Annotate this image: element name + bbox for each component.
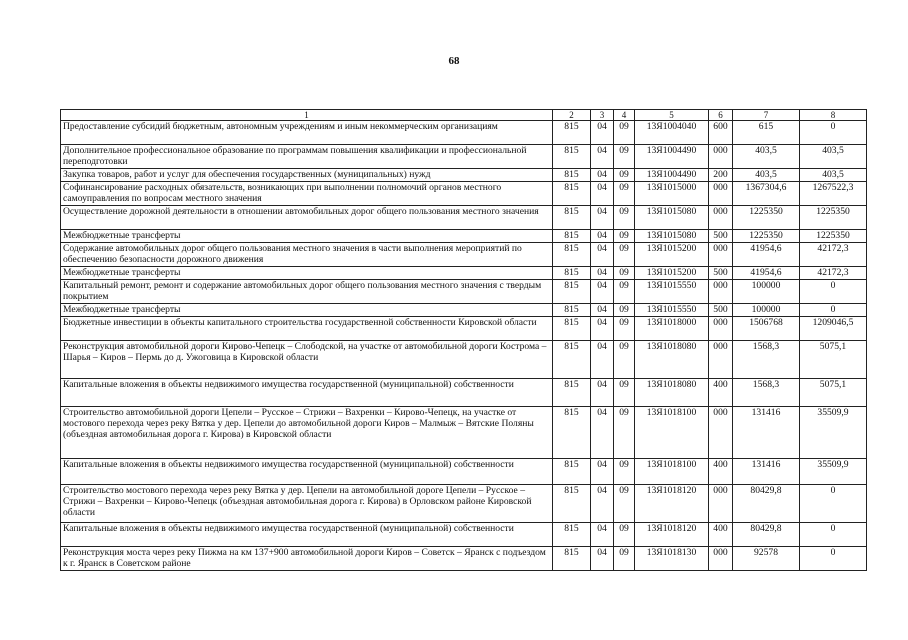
row-description: Софинансирование расходных обязательств, возникающих при выполнении полномочий органов местного самоуправления по вопросам местного значения bbox=[61, 182, 553, 206]
section-code: 04 bbox=[591, 547, 614, 571]
section-code: 04 bbox=[591, 304, 614, 317]
target-article-code: 13Я1004040 bbox=[635, 121, 709, 145]
amount-year-2: 35509,9 bbox=[800, 459, 867, 485]
amount-year-2: 1225350 bbox=[800, 206, 867, 230]
subsection-code: 09 bbox=[614, 121, 635, 145]
subsection-code: 09 bbox=[614, 304, 635, 317]
expense-type-code: 400 bbox=[709, 459, 733, 485]
amount-year-1: 615 bbox=[733, 121, 800, 145]
section-code: 04 bbox=[591, 459, 614, 485]
section-code: 04 bbox=[591, 267, 614, 280]
table-row bbox=[61, 267, 867, 280]
amount-year-2: 42172,3 bbox=[800, 267, 867, 280]
section-code: 04 bbox=[591, 169, 614, 182]
target-article-code: 13Я1018100 bbox=[635, 459, 709, 485]
subsection-code: 09 bbox=[614, 407, 635, 459]
subsection-code: 09 bbox=[614, 547, 635, 571]
table-row bbox=[61, 304, 867, 317]
row-description: Строительство автомобильной дороги Цепели – Русское – Стрижи – Вахренки – Кирово-Чепецк, на участке от мостового перехода через реку Вятка у дер. Цепели до автомобильной дороги Киров – Малмыж – Вятские Поляны (объездная автомобильная дорога г. Кирова) в Кировской области bbox=[61, 407, 553, 459]
column-header: 6 bbox=[709, 110, 733, 121]
target-article-code: 13Я1018000 bbox=[635, 317, 709, 341]
table-row bbox=[61, 523, 867, 547]
target-article-code: 13Я1018080 bbox=[635, 341, 709, 379]
expense-type-code: 000 bbox=[709, 317, 733, 341]
subsection-code: 09 bbox=[614, 485, 635, 523]
table-row bbox=[61, 121, 867, 145]
section-code: 04 bbox=[591, 280, 614, 304]
section-code: 04 bbox=[591, 485, 614, 523]
row-description: Капитальный ремонт, ремонт и содержание автомобильных дорог общего пользования местного значения с твердым покрытием bbox=[61, 280, 553, 304]
expense-type-code: 000 bbox=[709, 280, 733, 304]
expense-type-code: 600 bbox=[709, 121, 733, 145]
row-description: Капитальные вложения в объекты недвижимого имущества государственной (муниципальной) собственности bbox=[61, 523, 553, 547]
amount-year-1: 41954,6 bbox=[733, 243, 800, 267]
table-row bbox=[61, 485, 867, 523]
amount-year-2: 0 bbox=[800, 280, 867, 304]
subsection-code: 09 bbox=[614, 243, 635, 267]
amount-year-1: 131416 bbox=[733, 407, 800, 459]
column-header: 1 bbox=[61, 110, 553, 121]
ministry-code: 815 bbox=[553, 459, 591, 485]
table-row bbox=[61, 459, 867, 485]
ministry-code: 815 bbox=[553, 523, 591, 547]
expense-type-code: 500 bbox=[709, 267, 733, 280]
section-code: 04 bbox=[591, 182, 614, 206]
target-article-code: 13Я1018080 bbox=[635, 379, 709, 407]
amount-year-1: 80429,8 bbox=[733, 485, 800, 523]
expense-type-code: 000 bbox=[709, 341, 733, 379]
section-code: 04 bbox=[591, 317, 614, 341]
row-description: Закупка товаров, работ и услуг для обеспечения государственных (муниципальных) нужд bbox=[61, 169, 553, 182]
amount-year-1: 80429,8 bbox=[733, 523, 800, 547]
row-description: Содержание автомобильных дорог общего пользования местного значения в части выполнения мероприятий по обеспечению безопасности дорожного движения bbox=[61, 243, 553, 267]
subsection-code: 09 bbox=[614, 341, 635, 379]
ministry-code: 815 bbox=[553, 407, 591, 459]
row-description: Реконструкция моста через реку Пижма на км 137+900 автомобильной дороги Киров – Советск – Яранск с подъездом к г. Яранск в Советском районе bbox=[61, 547, 553, 571]
expense-type-code: 500 bbox=[709, 304, 733, 317]
amount-year-1: 1367304,6 bbox=[733, 182, 800, 206]
amount-year-1: 92578 bbox=[733, 547, 800, 571]
ministry-code: 815 bbox=[553, 243, 591, 267]
expense-type-code: 000 bbox=[709, 206, 733, 230]
column-header: 5 bbox=[635, 110, 709, 121]
amount-year-1: 100000 bbox=[733, 280, 800, 304]
column-header: 3 bbox=[591, 110, 614, 121]
table-row bbox=[61, 280, 867, 304]
expense-type-code: 000 bbox=[709, 243, 733, 267]
table-row bbox=[61, 206, 867, 230]
target-article-code: 13Я1015080 bbox=[635, 230, 709, 243]
row-description: Предоставление субсидий бюджетным, автономным учреждениям и иным некоммерческим организациям bbox=[61, 121, 553, 145]
table-row bbox=[61, 379, 867, 407]
target-article-code: 13Я1004490 bbox=[635, 169, 709, 182]
column-header: 2 bbox=[553, 110, 591, 121]
section-code: 04 bbox=[591, 230, 614, 243]
section-code: 04 bbox=[591, 407, 614, 459]
table-row bbox=[61, 182, 867, 206]
amount-year-1: 41954,6 bbox=[733, 267, 800, 280]
subsection-code: 09 bbox=[614, 379, 635, 407]
target-article-code: 13Я1015000 bbox=[635, 182, 709, 206]
ministry-code: 815 bbox=[553, 341, 591, 379]
amount-year-1: 100000 bbox=[733, 304, 800, 317]
target-article-code: 13Я1004490 bbox=[635, 145, 709, 169]
row-description: Межбюджетные трансферты bbox=[61, 267, 553, 280]
expense-type-code: 400 bbox=[709, 379, 733, 407]
amount-year-2: 0 bbox=[800, 547, 867, 571]
ministry-code: 815 bbox=[553, 206, 591, 230]
amount-year-1: 131416 bbox=[733, 459, 800, 485]
expense-type-code: 000 bbox=[709, 145, 733, 169]
section-code: 04 bbox=[591, 523, 614, 547]
ministry-code: 815 bbox=[553, 267, 591, 280]
ministry-code: 815 bbox=[553, 121, 591, 145]
amount-year-2: 0 bbox=[800, 523, 867, 547]
table-row bbox=[61, 243, 867, 267]
amount-year-1: 1225350 bbox=[733, 230, 800, 243]
subsection-code: 09 bbox=[614, 459, 635, 485]
row-description: Дополнительное профессиональное образование по программам повышения квалификации и профессиональной переподготовки bbox=[61, 145, 553, 169]
ministry-code: 815 bbox=[553, 317, 591, 341]
row-description: Бюджетные инвестиции в объекты капитального строительства государственной собственности Кировской области bbox=[61, 317, 553, 341]
subsection-code: 09 bbox=[614, 523, 635, 547]
table-row bbox=[61, 547, 867, 571]
section-code: 04 bbox=[591, 379, 614, 407]
target-article-code: 13Я1018100 bbox=[635, 407, 709, 459]
target-article-code: 13Я1015200 bbox=[635, 267, 709, 280]
amount-year-2: 35509,9 bbox=[800, 407, 867, 459]
table-row bbox=[61, 407, 867, 459]
amount-year-2: 403,5 bbox=[800, 145, 867, 169]
amount-year-2: 1209046,5 bbox=[800, 317, 867, 341]
expense-type-code: 000 bbox=[709, 407, 733, 459]
amount-year-2: 1225350 bbox=[800, 230, 867, 243]
subsection-code: 09 bbox=[614, 317, 635, 341]
amount-year-1: 403,5 bbox=[733, 169, 800, 182]
column-header: 7 bbox=[733, 110, 800, 121]
budget-table bbox=[60, 109, 867, 571]
target-article-code: 13Я1015550 bbox=[635, 280, 709, 304]
amount-year-2: 0 bbox=[800, 121, 867, 145]
ministry-code: 815 bbox=[553, 379, 591, 407]
subsection-code: 09 bbox=[614, 267, 635, 280]
subsection-code: 09 bbox=[614, 206, 635, 230]
row-description: Межбюджетные трансферты bbox=[61, 304, 553, 317]
ministry-code: 815 bbox=[553, 145, 591, 169]
ministry-code: 815 bbox=[553, 230, 591, 243]
table-row bbox=[61, 341, 867, 379]
expense-type-code: 000 bbox=[709, 485, 733, 523]
ministry-code: 815 bbox=[553, 485, 591, 523]
amount-year-1: 1225350 bbox=[733, 206, 800, 230]
target-article-code: 13Я1015550 bbox=[635, 304, 709, 317]
column-header: 8 bbox=[800, 110, 867, 121]
row-description: Реконструкция автомобильной дороги Кирово-Чепецк – Слободской, на участке от автомобильной дороги Кострома – Шарья – Киров – Пермь до д. Ужоговица в Кировской области bbox=[61, 341, 553, 379]
amount-year-1: 1568,3 bbox=[733, 379, 800, 407]
table-row bbox=[61, 230, 867, 243]
expense-type-code: 000 bbox=[709, 547, 733, 571]
target-article-code: 13Я1018120 bbox=[635, 485, 709, 523]
target-article-code: 13Я1015200 bbox=[635, 243, 709, 267]
subsection-code: 09 bbox=[614, 169, 635, 182]
column-header: 4 bbox=[614, 110, 635, 121]
target-article-code: 13Я1018120 bbox=[635, 523, 709, 547]
expense-type-code: 500 bbox=[709, 230, 733, 243]
amount-year-2: 5075,1 bbox=[800, 379, 867, 407]
amount-year-1: 1568,3 bbox=[733, 341, 800, 379]
row-description: Межбюджетные трансферты bbox=[61, 230, 553, 243]
ministry-code: 815 bbox=[553, 182, 591, 206]
amount-year-1: 403,5 bbox=[733, 145, 800, 169]
row-description: Осуществление дорожной деятельности в отношении автомобильных дорог общего пользования местного значения bbox=[61, 206, 553, 230]
target-article-code: 13Я1018130 bbox=[635, 547, 709, 571]
amount-year-2: 5075,1 bbox=[800, 341, 867, 379]
amount-year-2: 403,5 bbox=[800, 169, 867, 182]
expense-type-code: 200 bbox=[709, 169, 733, 182]
section-code: 04 bbox=[591, 121, 614, 145]
subsection-code: 09 bbox=[614, 230, 635, 243]
table-row bbox=[61, 169, 867, 182]
row-description: Капитальные вложения в объекты недвижимого имущества государственной (муниципальной) собственности bbox=[61, 459, 553, 485]
row-description: Строительство мостового перехода через реку Вятка у дер. Цепели на автомобильной дороге Цепели – Русское – Стрижи – Вахренки – Кирово-Чепецк (объездная автомобильная дорога г. Кирова) в Орловском районе Кировской области bbox=[61, 485, 553, 523]
table-row bbox=[61, 145, 867, 169]
table-row bbox=[61, 317, 867, 341]
amount-year-1: 1506768 bbox=[733, 317, 800, 341]
expense-type-code: 400 bbox=[709, 523, 733, 547]
subsection-code: 09 bbox=[614, 280, 635, 304]
ministry-code: 815 bbox=[553, 547, 591, 571]
ministry-code: 815 bbox=[553, 280, 591, 304]
row-description: Капитальные вложения в объекты недвижимого имущества государственной (муниципальной) собственности bbox=[61, 379, 553, 407]
ministry-code: 815 bbox=[553, 304, 591, 317]
subsection-code: 09 bbox=[614, 145, 635, 169]
amount-year-2: 1267522,3 bbox=[800, 182, 867, 206]
section-code: 04 bbox=[591, 145, 614, 169]
section-code: 04 bbox=[591, 341, 614, 379]
section-code: 04 bbox=[591, 243, 614, 267]
amount-year-2: 42172,3 bbox=[800, 243, 867, 267]
ministry-code: 815 bbox=[553, 169, 591, 182]
expense-type-code: 000 bbox=[709, 182, 733, 206]
subsection-code: 09 bbox=[614, 182, 635, 206]
amount-year-2: 0 bbox=[800, 485, 867, 523]
target-article-code: 13Я1015080 bbox=[635, 206, 709, 230]
page-number: 68 bbox=[448, 55, 460, 67]
header-row bbox=[61, 110, 867, 121]
amount-year-2: 0 bbox=[800, 304, 867, 317]
section-code: 04 bbox=[591, 206, 614, 230]
